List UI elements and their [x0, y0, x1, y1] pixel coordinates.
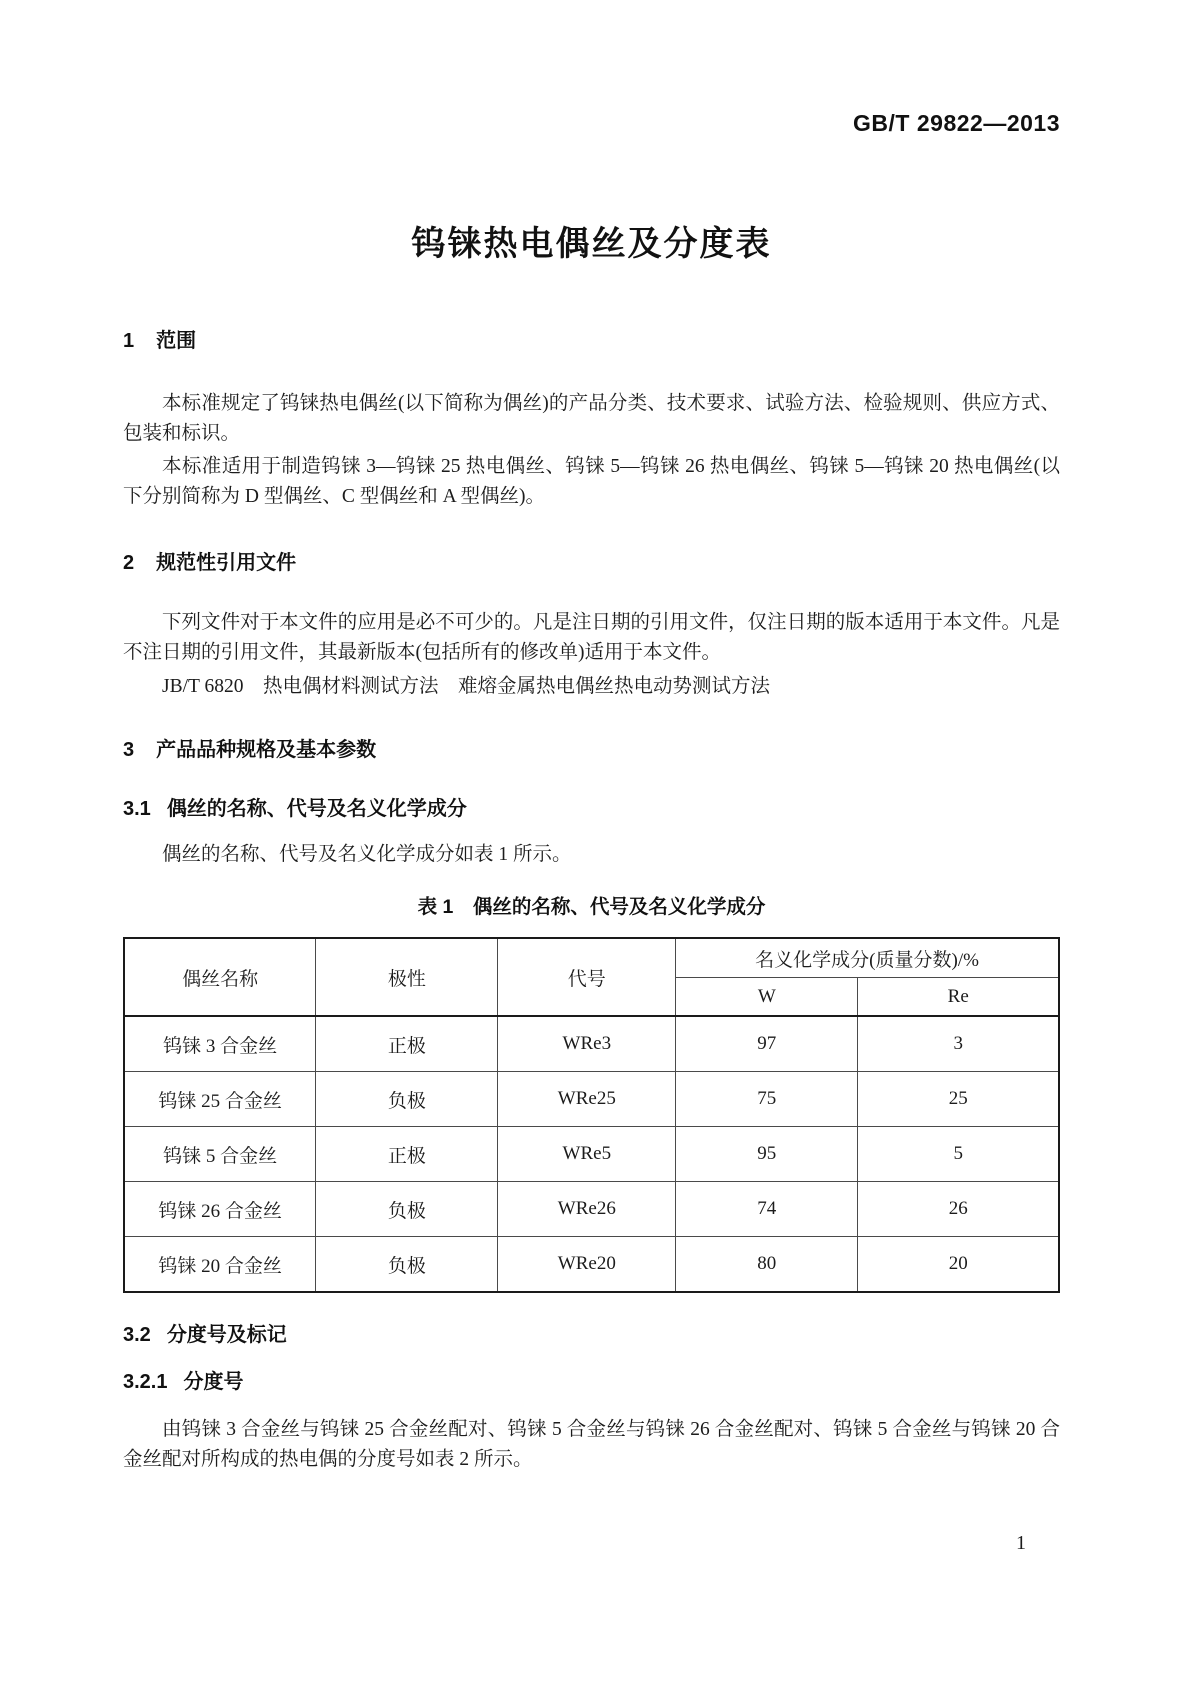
cell-polarity: 正极	[316, 1127, 498, 1182]
column-header-composition: 名义化学成分(质量分数)/%	[676, 938, 1059, 978]
page-number: 1	[1016, 1532, 1026, 1554]
cell-w: 97	[676, 1016, 858, 1072]
section-number: 1	[123, 330, 135, 352]
section-title: 分度号	[183, 1371, 244, 1393]
section-number: 3.1	[123, 798, 151, 820]
section-number: 3.2.1	[123, 1371, 168, 1393]
cell-wire-name: 钨铼 5 合金丝	[124, 1127, 316, 1182]
section-1-heading	[123, 326, 1060, 356]
table-1	[123, 937, 1060, 1293]
column-header-polarity: 极性	[316, 938, 498, 1016]
table-row	[124, 1072, 1059, 1127]
section-1-paragraph-2: 本标准适用于制造钨铼 3—钨铼 25 热电偶丝、钨铼 5—钨铼 26 热电偶丝、钨铼 5—钨铼 20 热电偶丝(以下分别简称为 D 型偶丝、C 型偶丝和 A 型偶丝)。	[123, 456, 1060, 507]
column-header-re: Re	[858, 978, 1059, 1017]
cell-re: 26	[858, 1182, 1059, 1237]
section-title: 偶丝的名称、代号及名义化学成分	[166, 798, 467, 820]
cell-polarity: 负极	[316, 1072, 498, 1127]
table-1-caption: 表 1 偶丝的名称、代号及名义化学成分	[417, 896, 766, 918]
cell-wire-name: 钨铼 3 合金丝	[124, 1016, 316, 1072]
table-row	[124, 1182, 1059, 1237]
section-number: 2	[123, 552, 135, 574]
cell-w: 95	[676, 1127, 858, 1182]
cell-re: 25	[858, 1072, 1059, 1127]
section-1-paragraph-1: 本标准规定了钨铼热电偶丝(以下简称为偶丝)的产品分类、技术要求、试验方法、检验规则、供应方式、包装和标识。	[123, 393, 1060, 444]
column-header-code: 代号	[498, 938, 676, 1016]
cell-re: 5	[858, 1127, 1059, 1182]
section-title: 分度号及标记	[166, 1324, 287, 1346]
section-3-2-heading	[123, 1320, 1060, 1350]
document-title: 钨铼热电偶丝及分度表	[411, 225, 772, 263]
normative-reference: JB/T 6820 热电偶材料测试方法 难熔金属热电偶丝热电动势测试方法	[162, 676, 770, 697]
cell-re: 3	[858, 1016, 1059, 1072]
cell-wire-name: 钨铼 25 合金丝	[124, 1072, 316, 1127]
column-header-name: 偶丝名称	[124, 938, 316, 1016]
section-3-heading	[123, 735, 1060, 765]
section-2-heading	[123, 548, 1060, 578]
cell-code: WRe26	[498, 1182, 676, 1237]
cell-polarity: 负极	[316, 1182, 498, 1237]
standard-number: GB/T 29822—2013	[853, 110, 1060, 136]
table-row	[124, 1237, 1059, 1293]
cell-re: 20	[858, 1237, 1059, 1293]
cell-w: 74	[676, 1182, 858, 1237]
table-row	[124, 1016, 1059, 1072]
cell-wire-name: 钨铼 26 合金丝	[124, 1182, 316, 1237]
section-number: 3.2	[123, 1324, 151, 1346]
column-header-w: W	[676, 978, 858, 1017]
section-3-2-1-heading	[123, 1367, 1060, 1397]
section-3-1-heading	[123, 794, 1060, 824]
section-title: 范围	[156, 330, 197, 352]
cell-code: WRe5	[498, 1127, 676, 1182]
table-header-row-1	[124, 938, 1059, 978]
cell-w: 75	[676, 1072, 858, 1127]
cell-wire-name: 钨铼 20 合金丝	[124, 1237, 316, 1293]
section-2-paragraph-1: 下列文件对于本文件的应用是必不可少的。凡是注日期的引用文件，仅注日期的版本适用于本文件。凡是不注日期的引用文件，其最新版本(包括所有的修改单)适用于本文件。	[123, 612, 1060, 663]
section-3-1-paragraph-1: 偶丝的名称、代号及名义化学成分如表 1 所示。	[162, 844, 572, 865]
cell-w: 80	[676, 1237, 858, 1293]
cell-code: WRe20	[498, 1237, 676, 1293]
cell-polarity: 负极	[316, 1237, 498, 1293]
section-number: 3	[123, 739, 135, 761]
cell-polarity: 正极	[316, 1016, 498, 1072]
table-row	[124, 1127, 1059, 1182]
section-3-2-1-paragraph-1: 由钨铼 3 合金丝与钨铼 25 合金丝配对、钨铼 5 合金丝与钨铼 26 合金丝配对、钨铼 5 合金丝与钨铼 20 合金丝配对所构成的热电偶的分度号如表 2 所示。	[123, 1419, 1060, 1470]
cell-code: WRe25	[498, 1072, 676, 1127]
section-title: 产品品种规格及基本参数	[156, 739, 377, 761]
cell-code: WRe3	[498, 1016, 676, 1072]
section-title: 规范性引用文件	[156, 552, 297, 574]
